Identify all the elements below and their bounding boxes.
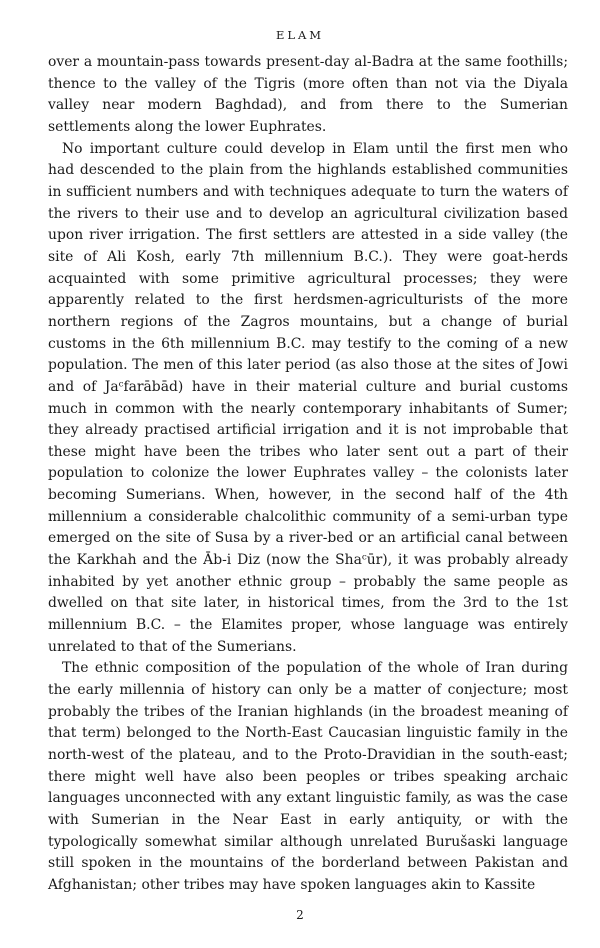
- paragraph-ethnic-composition: The ethnic composition of the population of the whole of Iran during the early millennia of history can only be a matter of conjecture; most probably the tribes of the Iranian highlands (in the broadest meaning of that term) belonged to the North-East Caucasian linguistic family in the north-west of the plateau, and to the Proto-Dravidian in the south-east; there might well have also been peoples or tribes speaking archaic languages unconnected with any extant linguistic family, as was the case with Sumerian in the Near East in early antiquity, or with the typologically somewhat similar although unrelated Burušaski language still spoken in the mountains of the borderland between Pakistan and Afghanistan; other tribes may have spoken languages akin to Kassite: [48, 660, 568, 893]
- running-header: ELAM: [275, 28, 325, 42]
- paragraph-continuation: over a mountain-pass towards present-day al-Badra at the same foothills; thence to the valley of the Tigris (more often than not via the Diyala valley near modern Baghdad), and from there to the Sumerian settlements along the lower Euphrates.: [48, 54, 568, 135]
- paragraph-elam-culture: No important culture could develop in Elam until the first men who had descended to the plain from the highlands established communities in sufficient numbers and with techniques adequate to turn the waters of the rivers to their use and to develop an agricultural civilization based upon river irrigation. The first settlers are attested in a side valley (the site of Ali Kosh, early 7th millennium B.C.). They were goat-herds acquainted with some primitive agricultural processes; they were apparently related to the first herdsmen-agriculturists of the more northern regions of the Zagros mountains, but a change of burial customs in the 6th millennium B.C. may testify to the coming of a new population. The men of this later period (as also those at the sites of Jowi and of Jaᶜfarābād) have in their material culture and burial customs much in common with the nearly contemporary inhabitants of Sumer; they already practised artificial irrigation and it is not improbable that these might have been the tribes who later sent out a part of their population to colonize the lower Euphrates valley – the colonists later becoming Sumerians. When, however, in the second half of the 4th millennium a considerable chalcolithic community of a semi-urban type emerged on the site of Susa by a river-bed or an artificial canal between the Karkhah and the Āb-i Diz (now the Shaᶜūr), it was probably already inhabited by yet another ethnic group – probably the same people as dwelled on that site later, in historical times, from the 3rd to the 1st millennium B.C. – the Elamites proper, whose language was entirely unrelated to that of the Sumerians.: [48, 140, 568, 655]
- body-text: [48, 52, 568, 897]
- page-number: 2: [296, 908, 304, 922]
